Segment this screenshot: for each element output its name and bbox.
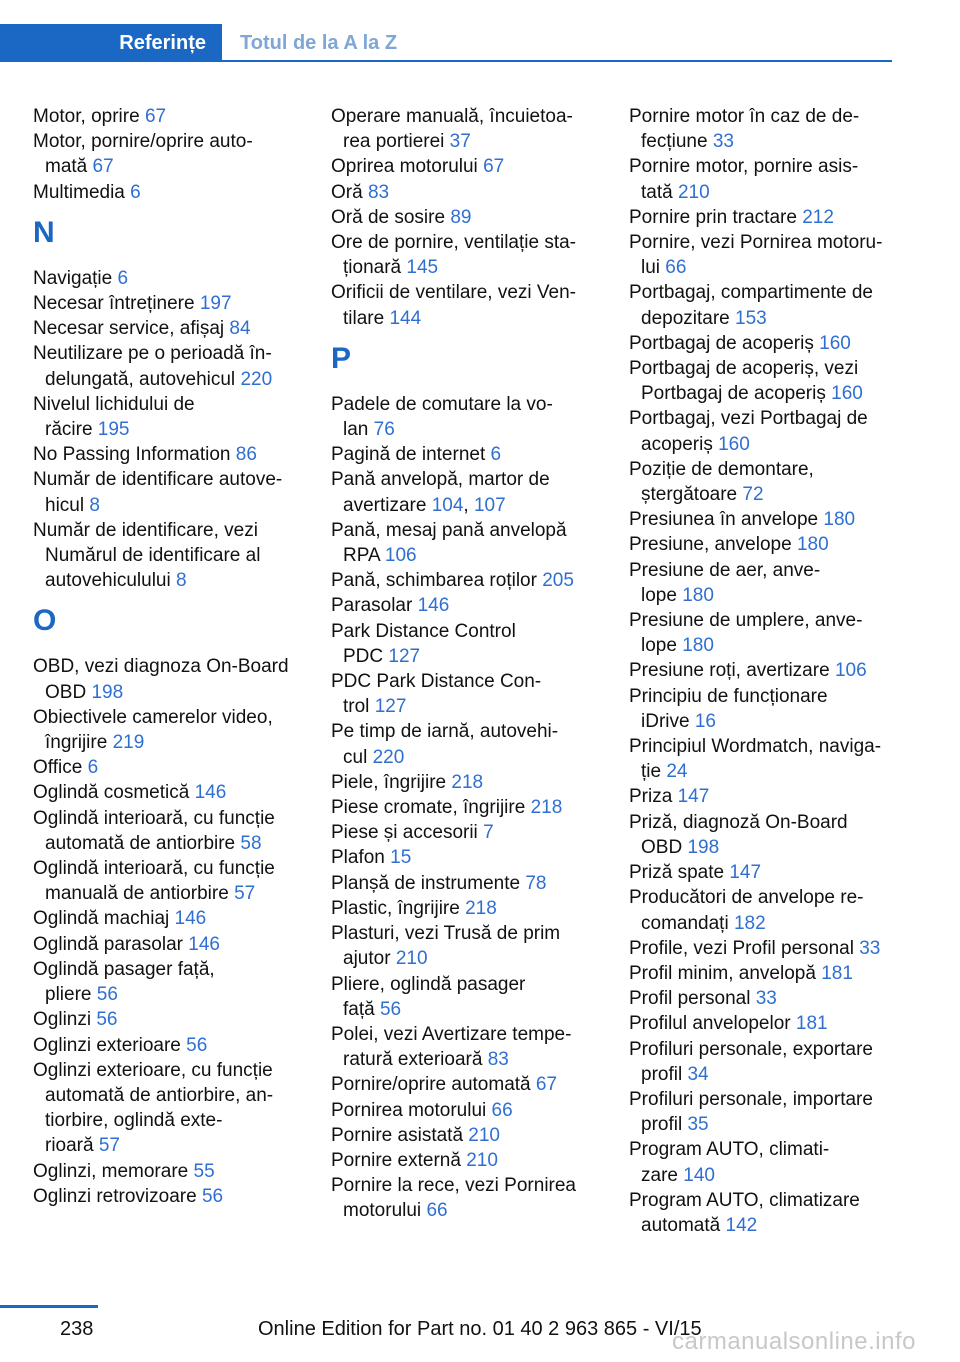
page-link[interactable]: 210 <box>468 1124 500 1146</box>
page-number: 238 <box>60 1318 94 1340</box>
page-link[interactable]: 160 <box>819 332 851 354</box>
page-link[interactable]: 181 <box>795 1013 828 1035</box>
index-entry <box>629 961 919 986</box>
page-link[interactable]: 35 <box>687 1114 709 1136</box>
page-link[interactable]: 106 <box>834 660 867 682</box>
entry-text: Pornirea motorului <box>331 1099 487 1121</box>
page-link[interactable]: 218 <box>530 797 563 819</box>
entry-text: Motor, pornire/oprire auto‐ mată <box>33 131 253 178</box>
entry-text: Pornire prin tractare <box>629 206 797 228</box>
page-link[interactable]: 86 <box>235 444 257 466</box>
index-entry <box>331 518 601 568</box>
entry-text: Pornire motor, pornire asis‐ tată <box>629 156 859 203</box>
page-link[interactable]: 127 <box>374 696 407 718</box>
index-entry <box>629 532 919 557</box>
page-link[interactable]: 144 <box>389 307 422 329</box>
tab-totul-de-la-a-la-z[interactable]: Totul de la A la Z <box>240 31 398 54</box>
entry-text: Pornire, vezi Pornirea motoru‐ lui <box>629 232 883 279</box>
page-link[interactable]: 67 <box>92 156 114 178</box>
entry-text: Profil minim, anvelopă <box>629 962 816 984</box>
header-underline <box>0 60 892 62</box>
index-entry <box>331 568 601 593</box>
page-link[interactable]: 66 <box>491 1099 513 1121</box>
page-link[interactable]: 67 <box>535 1074 558 1096</box>
entry-text: Priză spate <box>629 862 725 884</box>
index-entry <box>331 205 601 230</box>
entry-text: Necesar service, afișaj <box>33 318 225 340</box>
entry-text: Multimedia <box>33 181 125 203</box>
page-link[interactable]: 198 <box>687 836 720 858</box>
page-link[interactable]: 83 <box>487 1049 509 1071</box>
index-entry <box>629 658 919 683</box>
index-entry <box>33 780 303 805</box>
page-link[interactable]: 160 <box>718 433 750 455</box>
index-entry <box>629 356 919 406</box>
page-link[interactable]: 147 <box>729 862 762 884</box>
page-link[interactable]: 210 <box>466 1149 498 1171</box>
entry-text: Plasturi, vezi Trusă de prim ajutor <box>331 923 561 970</box>
index-entry <box>629 1188 919 1238</box>
index-entry <box>331 845 601 870</box>
index-entry <box>629 885 919 935</box>
entry-text: Plafon <box>331 847 385 869</box>
page-link[interactable]: 8 <box>175 570 187 592</box>
page-link[interactable]: 127 <box>388 645 421 667</box>
index-entry <box>629 280 919 330</box>
index-entry <box>629 205 919 230</box>
index-entry <box>33 266 303 291</box>
page-link[interactable]: 180 <box>682 635 714 657</box>
entry-text: Priza <box>629 786 673 808</box>
index-entry <box>331 392 601 442</box>
page-link[interactable]: 16 <box>694 710 716 732</box>
index-entry <box>33 755 303 780</box>
entry-text: Piese cromate, îngrijire <box>331 797 526 819</box>
entry-text: Poziție de demontare, ștergătoare <box>629 458 814 506</box>
entry-text: Oglindă interioară, cu funcție automată de antiorbire <box>33 807 275 854</box>
entry-text: Polei, vezi Avertizare tempe‐ ratură exterioară <box>331 1023 572 1071</box>
index-entry <box>331 795 601 820</box>
page-link[interactable]: 6 <box>117 267 129 289</box>
page-link[interactable]: 66 <box>665 257 687 279</box>
entry-text: Pană, mesaj pană anvelopă RPA <box>331 519 567 567</box>
page-link[interactable]: 33 <box>859 937 881 959</box>
page-link[interactable]: 7 <box>483 822 494 844</box>
page-link[interactable]: 160 <box>831 383 863 405</box>
index-entry <box>331 1022 601 1072</box>
entry-text: Oglinzi, memorare <box>33 1160 189 1182</box>
entry-text: Ore de pornire, ventilație sta‐ ționară <box>331 232 577 279</box>
index-entry <box>629 608 919 658</box>
entry-text: Plastic, îngrijire <box>331 897 460 919</box>
page-link[interactable]: 15 <box>390 847 412 869</box>
index-entry <box>33 806 303 856</box>
index-entry <box>331 820 601 845</box>
index-entry <box>629 507 919 532</box>
index-entry <box>331 770 601 795</box>
index-entry <box>331 921 601 971</box>
page-link[interactable]: 33 <box>755 988 777 1010</box>
entry-text: Oglindă pasager față, pliere <box>33 958 215 1006</box>
page-link[interactable]: 57 <box>234 883 256 905</box>
index-entry <box>33 932 303 957</box>
entry-text: Necesar întreținere <box>33 293 195 315</box>
page-link[interactable]: 153 <box>735 307 767 329</box>
entry-text: Presiune, anvelope <box>629 534 792 556</box>
entry-text: Presiune de aer, anve‐ lope <box>629 559 821 606</box>
entry-text: Principiul Wordmatch, naviga‐ ție <box>629 736 882 783</box>
entry-text: Pană, schimbarea roților <box>331 570 537 592</box>
index-entry <box>33 1159 303 1184</box>
index-entry <box>629 860 919 885</box>
page-link[interactable]: 197 <box>199 293 232 315</box>
page-link[interactable]: 34 <box>687 1063 709 1085</box>
index-entry <box>33 316 303 341</box>
entry-text: Office <box>33 757 83 779</box>
index-entry <box>33 180 303 205</box>
entry-text: Oră de sosire <box>331 206 446 228</box>
index-entry <box>331 972 601 1022</box>
index-entry <box>33 1033 303 1058</box>
index-entry <box>629 558 919 608</box>
index-entry <box>331 104 601 154</box>
page-link[interactable]: 58 <box>240 832 262 854</box>
index-entry <box>331 619 601 669</box>
section-letter: O <box>33 604 57 638</box>
index-entry <box>629 1087 919 1137</box>
index-entry <box>629 406 919 456</box>
entry-text: Presiune de umplere, anve‐ lope <box>629 610 863 657</box>
index-entry <box>331 180 601 205</box>
index-entry <box>629 230 919 280</box>
page-link[interactable]: 107 <box>473 494 506 516</box>
page-link[interactable]: 55 <box>193 1160 215 1182</box>
index-entry <box>629 154 919 204</box>
page-link[interactable]: 78 <box>525 872 547 894</box>
index-entry <box>629 986 919 1011</box>
index-entry <box>331 1098 601 1123</box>
index-entry <box>629 104 919 154</box>
index-entry <box>33 341 303 391</box>
page-link[interactable]: 89 <box>450 206 472 228</box>
watermark: carmanualsonline.info <box>672 1328 916 1355</box>
entry-text: Oglindă cosmetică <box>33 782 190 804</box>
entry-text: Park Distance Control PDC <box>331 620 516 667</box>
page-link[interactable]: 145 <box>406 257 439 279</box>
entry-text: Portbagaj de acoperiș, vezi Portbagaj de acoperiș <box>629 358 859 405</box>
index-entry: Pană anvelopă, martor de avertizare 104, 107 <box>331 469 550 516</box>
footer-accent-line <box>0 1305 98 1308</box>
index-entry <box>331 896 601 921</box>
index-entry <box>331 280 601 330</box>
page-link[interactable]: 142 <box>725 1214 758 1236</box>
index-entry <box>33 129 303 179</box>
page-link[interactable]: 212 <box>802 206 834 228</box>
entry-text: Număr de identificare autove‐ hicul <box>33 469 283 516</box>
page-link[interactable]: 210 <box>395 948 428 970</box>
entry-text: Piele, îngrijire <box>331 771 447 793</box>
index-entry <box>331 154 601 179</box>
index-entry <box>331 669 601 719</box>
index-entry <box>629 734 919 784</box>
index-entry <box>629 1137 919 1187</box>
index-entry <box>33 705 303 755</box>
index-entry <box>33 1058 303 1159</box>
page-link[interactable]: 106 <box>384 545 417 567</box>
index-entry <box>331 1123 601 1148</box>
index-entry <box>331 230 601 280</box>
page-link[interactable]: 84 <box>229 318 251 340</box>
edition-info: Online Edition for Part no. 01 40 2 963 865 - VI/15 <box>258 1318 702 1340</box>
page-link[interactable]: 56 <box>201 1185 224 1207</box>
index-entry <box>33 518 303 594</box>
entry-text: Piese și accesorii <box>331 822 478 844</box>
section-letter: P <box>331 341 352 375</box>
index-entry <box>33 906 303 931</box>
index-entry <box>629 457 919 507</box>
entry-text: Număr de identificare, vezi Numărul de identificare al autovehiculului <box>33 519 261 592</box>
entry-text: Program AUTO, climatizare automată <box>629 1189 860 1236</box>
entry-text: Parasolar <box>331 595 413 617</box>
page-link[interactable]: 146 <box>194 782 227 804</box>
entry-text: Presiunea în anvelope <box>629 509 819 531</box>
page-link[interactable]: 6 <box>490 444 502 466</box>
entry-text: Profiluri personale, importare profil <box>629 1088 873 1136</box>
index-entry <box>33 856 303 906</box>
index-entry <box>33 957 303 1007</box>
page-link[interactable]: 6 <box>130 181 141 203</box>
entry-text: Pornire la rece, vezi Pornirea motorului <box>331 1175 576 1222</box>
page-link[interactable]: 37 <box>449 131 471 153</box>
index-column-2 <box>331 104 601 1224</box>
page-link[interactable]: 180 <box>682 584 714 606</box>
page-link[interactable]: 33 <box>712 131 734 153</box>
page-link[interactable]: 56 <box>96 984 118 1006</box>
entry-text: Motor, oprire <box>33 106 140 127</box>
entry-text: Pornire asistată <box>331 1124 464 1146</box>
page-link[interactable]: 6 <box>87 757 99 779</box>
index-entry <box>629 1037 919 1087</box>
entry-text: PDC Park Distance Con‐ trol <box>331 671 542 718</box>
entry-text: Pagină de internet <box>331 444 486 466</box>
index-column-3 <box>629 104 919 1238</box>
entry-text: Pornire/oprire automată <box>331 1074 531 1096</box>
page-link[interactable]: 8 <box>89 494 100 516</box>
entry-text: Nivelul lichidului de răcire <box>33 393 195 441</box>
index-column-1 <box>33 104 303 1209</box>
index-entry <box>33 291 303 316</box>
page-link[interactable]: 220 <box>372 746 405 768</box>
page-link[interactable]: 72 <box>742 484 764 506</box>
entry-text: Portbagaj, vezi Portbagaj de acoperiș <box>629 408 868 455</box>
entry-text: Program AUTO, climati‐ zare <box>629 1139 830 1186</box>
page-link[interactable]: 198 <box>91 681 124 703</box>
index-entry <box>629 784 919 809</box>
entry-text: Oprirea motorului <box>331 156 478 178</box>
entry-text: Operare manuală, încuietoa‐ rea portierei <box>331 106 573 153</box>
page-link[interactable]: 140 <box>683 1164 715 1186</box>
page-link[interactable]: 57 <box>98 1135 120 1157</box>
index-entry <box>629 936 919 961</box>
entry-text: Oră <box>331 181 363 203</box>
entry-text: Pornire motor în caz de de‐ fecțiune <box>629 106 860 153</box>
page-link[interactable]: 66 <box>426 1200 448 1222</box>
page-link[interactable]: 146 <box>174 908 207 930</box>
entry-text: Profilul anvelopelor <box>629 1013 791 1035</box>
page-link[interactable]: 24 <box>666 761 688 783</box>
entry-text: OBD, vezi diagnoza On-Board OBD <box>33 656 289 703</box>
entry-text: Profil personal <box>629 988 751 1010</box>
page-link[interactable]: 210 <box>677 181 710 203</box>
entry-text: Neutilizare pe o perioadă în‐ delungată, autovehicul <box>33 343 272 390</box>
entry-text: Pliere, oglindă pasager față <box>331 973 526 1020</box>
page-link[interactable]: 180 <box>796 534 829 556</box>
entry-text: Oglinzi retrovizoare <box>33 1185 197 1207</box>
entry-text: Pe timp de iarnă, autovehi‐ cul <box>331 721 559 768</box>
entry-text: Oglinzi exterioare, cu funcție automată de antiorbire, an‐ tiorbire, oglindă exte‐ rioară <box>33 1059 274 1157</box>
page-link[interactable]: 104 <box>431 494 464 516</box>
index-entry <box>331 1148 601 1173</box>
entry-text: Pană anvelopă, martor de avertizare <box>331 469 550 516</box>
index-entry <box>33 467 303 517</box>
entry-text: Presiune roți, avertizare <box>629 660 830 682</box>
index-entry <box>33 442 303 467</box>
page-link[interactable]: 220 <box>240 368 273 390</box>
index-entry <box>629 1011 919 1036</box>
page-link[interactable]: 146 <box>417 595 450 617</box>
page-link[interactable]: 56 <box>379 998 402 1020</box>
page-link[interactable]: 218 <box>465 897 497 919</box>
page-link[interactable]: 195 <box>97 419 130 441</box>
index-entry <box>33 1007 303 1032</box>
index-entry <box>331 442 601 467</box>
tab-referinte[interactable]: Referințe <box>0 24 222 62</box>
index-entry <box>331 871 601 896</box>
entry-text: Profile, vezi Profil personal <box>629 937 854 959</box>
page-link[interactable]: 56 <box>186 1034 208 1056</box>
entry-text: Portbagaj, compartimente de depozitare <box>629 282 873 329</box>
page-link[interactable]: 219 <box>112 732 145 754</box>
index-entry <box>33 654 303 704</box>
page-link[interactable]: 180 <box>823 509 856 531</box>
index-entry <box>629 684 919 734</box>
entry-text: Pornire externă <box>331 1149 461 1171</box>
index-entry <box>33 392 303 442</box>
index-entry <box>33 104 303 129</box>
index-entry <box>331 593 601 618</box>
entry-text: Priză, diagnoză On-Board OBD <box>629 811 848 858</box>
entry-text: Oglindă machiaj <box>33 908 170 930</box>
entry-text: Planșă de instrumente <box>331 872 521 894</box>
page-link[interactable]: 218 <box>451 771 484 793</box>
index-entry <box>629 810 919 860</box>
entry-text: Oglindă parasolar <box>33 933 183 955</box>
index-entry <box>629 331 919 356</box>
index-entry <box>33 1184 303 1209</box>
page-link[interactable]: 146 <box>188 933 220 955</box>
entry-text: Portbagaj de acoperiș <box>629 332 814 354</box>
page-link[interactable]: 83 <box>367 181 390 203</box>
entry-text: Producători de anvelope re‐ comandați <box>629 887 864 934</box>
page-link[interactable]: 67 <box>483 156 505 178</box>
section-letter: N <box>33 215 55 249</box>
page-link[interactable]: 76 <box>373 419 395 441</box>
entry-text: Principiu de funcționare iDrive <box>629 685 828 732</box>
page-link[interactable]: 67 <box>144 106 167 127</box>
entry-text: Padele de comutare la vo‐ lan <box>331 393 553 441</box>
page-link[interactable]: 147 <box>677 786 710 808</box>
page-link[interactable]: 56 <box>96 1009 118 1031</box>
page-link[interactable]: 182 <box>733 912 766 934</box>
entry-text: Oglinzi <box>33 1009 92 1031</box>
entry-text: No Passing Information <box>33 444 231 466</box>
entry-text: Navigație <box>33 267 113 289</box>
page-link[interactable]: 181 <box>821 962 853 984</box>
entry-text: Obiectivele camerelor video, îngrijire <box>33 706 273 754</box>
entry-text: Oglindă interioară, cu funcție manuală de antiorbire <box>33 858 275 905</box>
index-entry <box>331 719 601 769</box>
entry-text: Profiluri personale, exportare profil <box>629 1038 873 1085</box>
page-link[interactable]: 205 <box>542 570 574 592</box>
index-entry <box>331 1173 601 1223</box>
entry-text: Oglinzi exterioare <box>33 1034 181 1056</box>
entry-text: Orificii de ventilare, vezi Ven‐ tilare <box>331 282 576 329</box>
index-entry <box>331 1072 601 1097</box>
